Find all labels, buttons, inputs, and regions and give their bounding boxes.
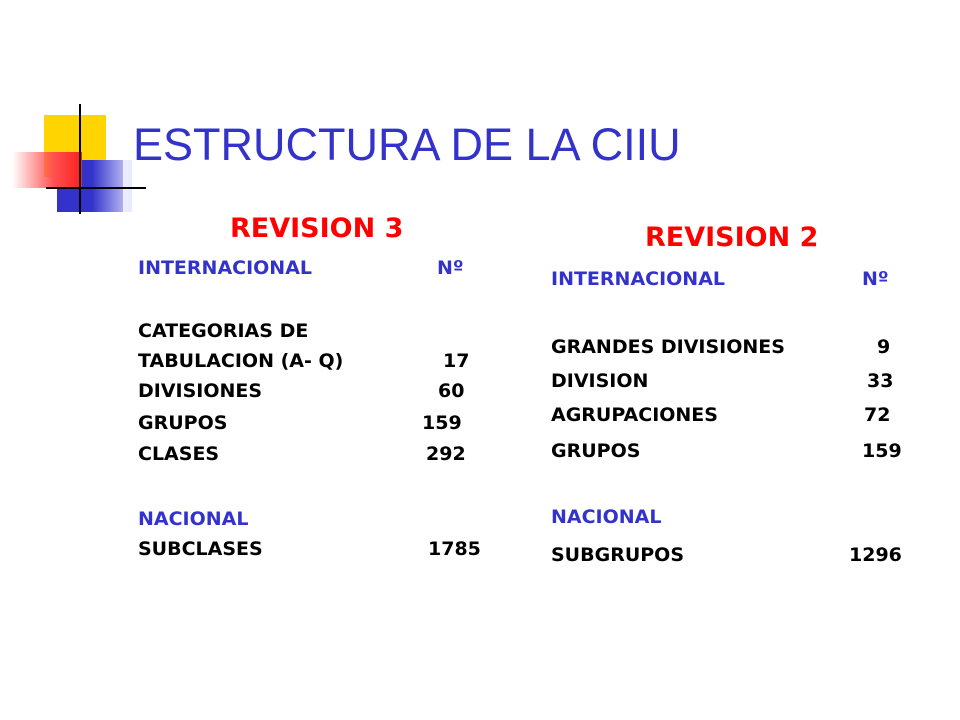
revision3-divisiones-label: DIVISIONES <box>138 380 263 402</box>
deco-horizontal-line <box>46 187 146 189</box>
revision3-column <box>138 0 518 720</box>
revision3-categorias-value: 17 <box>443 350 470 372</box>
revision2-division-label: DIVISION <box>551 370 649 392</box>
revision3-heading: REVISION 3 <box>230 213 404 244</box>
revision2-national-label: NACIONAL <box>551 506 662 528</box>
revision3-national-label: NACIONAL <box>138 508 249 530</box>
revision3-number-header: Nº <box>437 257 464 279</box>
revision3-categorias-line2: TABULACION (A- Q) <box>138 350 344 372</box>
revision3-clases-value: 292 <box>426 443 466 465</box>
revision2-number-header: Nº <box>862 268 889 290</box>
revision2-grupos-label: GRUPOS <box>551 440 641 462</box>
revision2-column <box>551 0 931 720</box>
revision3-categorias-line1: CATEGORIAS DE <box>138 320 309 342</box>
slide-title: ESTRUCTURA DE LA CIIU <box>133 119 681 170</box>
revision2-division-value: 33 <box>867 370 894 392</box>
revision3-divisiones-value: 60 <box>438 380 465 402</box>
revision2-agrupaciones-label: AGRUPACIONES <box>551 404 718 426</box>
revision3-subclases-label: SUBCLASES <box>138 538 263 560</box>
deco-vertical-line <box>79 104 81 214</box>
deco-red-bar <box>12 152 82 188</box>
revision2-grandes-value: 9 <box>877 336 891 358</box>
revision2-subgrupos-label: SUBGRUPOS <box>551 544 685 566</box>
revision3-international-label: INTERNACIONAL <box>138 257 313 279</box>
revision3-grupos-value: 159 <box>422 412 462 434</box>
revision2-agrupaciones-value: 72 <box>864 404 891 426</box>
revision3-subclases-value: 1785 <box>428 538 481 560</box>
revision2-grandes-label: GRANDES DIVISIONES <box>551 336 785 358</box>
deco-blue-fade <box>92 160 132 212</box>
revision3-grupos-label: GRUPOS <box>138 412 228 434</box>
revision2-grupos-value: 159 <box>862 440 902 462</box>
revision3-clases-label: CLASES <box>138 443 220 465</box>
revision2-subgrupos-value: 1296 <box>849 544 902 566</box>
revision2-international-label: INTERNACIONAL <box>551 268 726 290</box>
revision2-heading: REVISION 2 <box>645 222 819 253</box>
